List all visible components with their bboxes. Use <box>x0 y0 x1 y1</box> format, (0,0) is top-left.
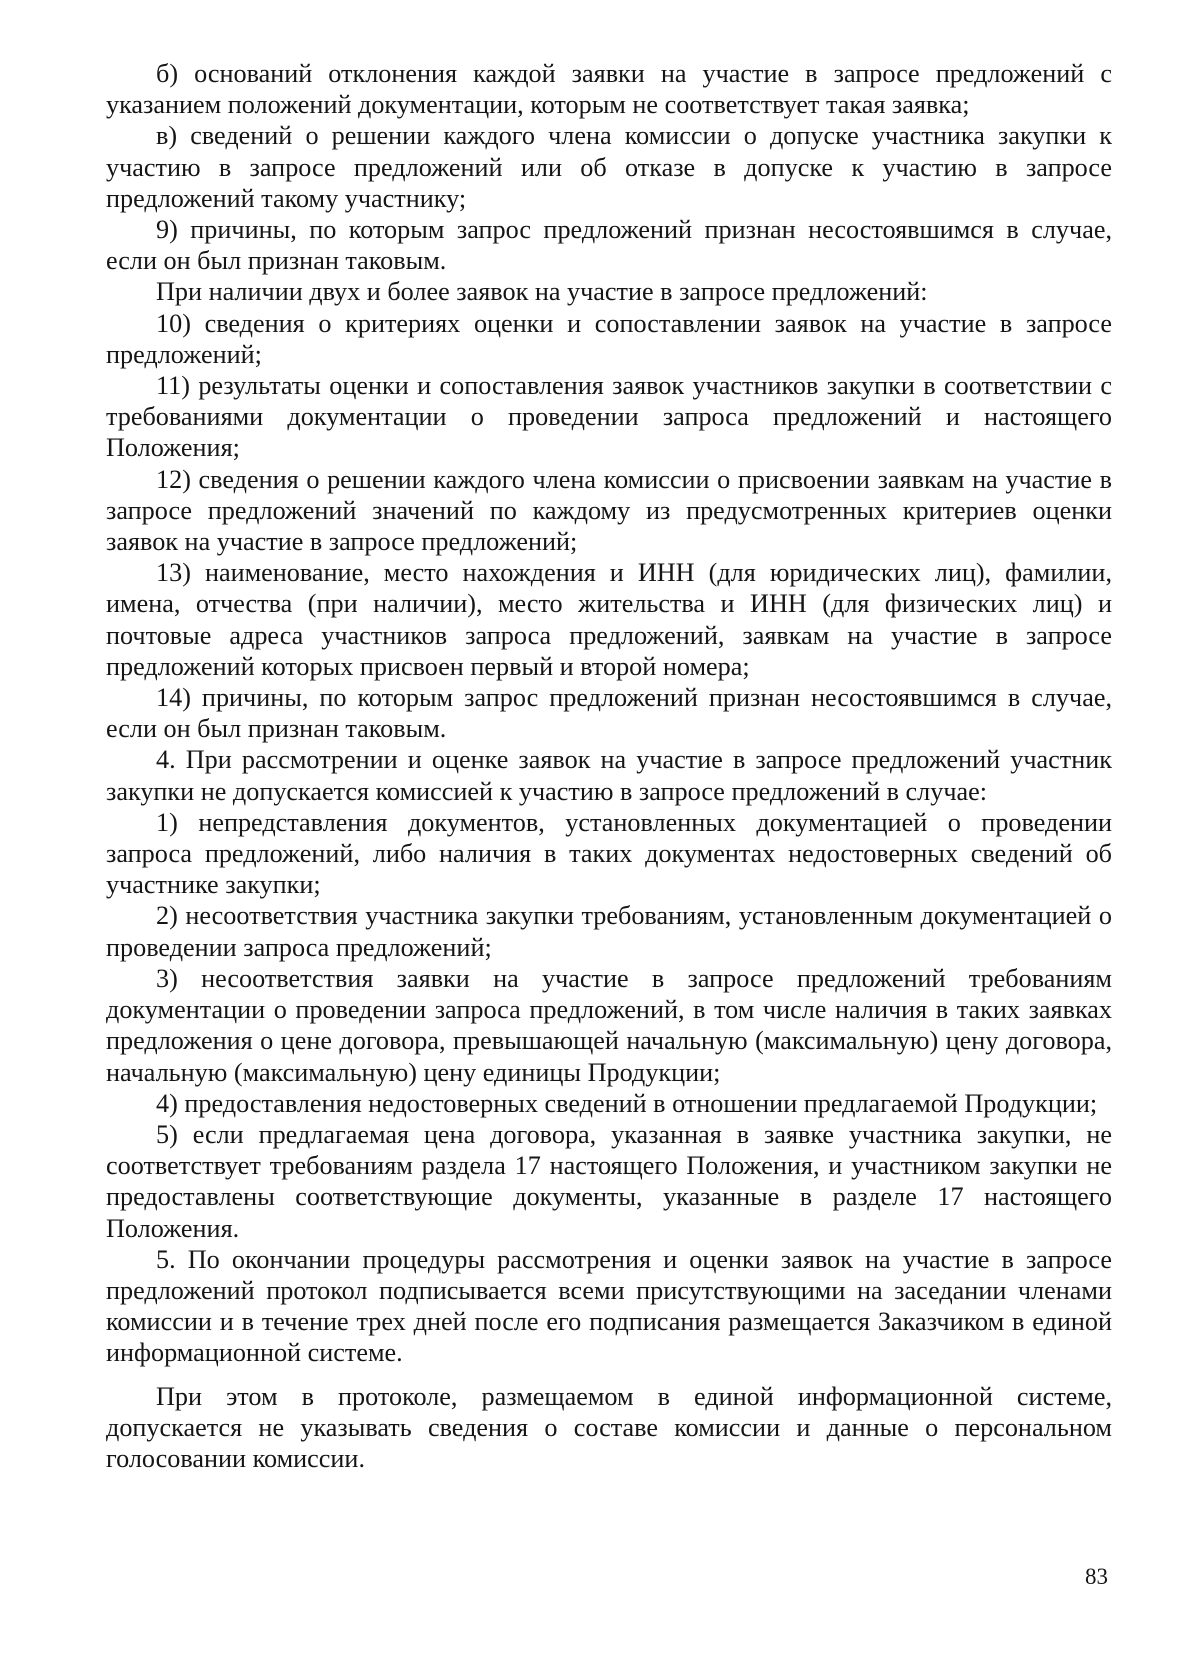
page-number: 83 <box>1085 1564 1108 1589</box>
paragraph-13: 13) наименование, место нахождения и ИНН (для юридических лиц), фамилии, имена, отчества (при наличии), место жительства и ИНН (для физических лиц) и почтовые адреса участников запроса предложений, заявкам на участие в запросе предложений которых присвоен первый и второй номера; <box>106 558 1112 681</box>
paragraph-4-2: 2) несоответствия участника закупки требованиям, установленным документацией о проведении запроса предложений; <box>106 901 1112 962</box>
paragraph-v: в) сведений о решении каждого члена комиссии о допуске участника закупки к участию в запросе предложений или об отказе в допуске к участию в запросе предложений такому участнику; <box>106 121 1112 213</box>
paragraph-4-4: 4) предоставления недостоверных сведений в отношении предлагаемой Продукции; <box>156 1088 1098 1118</box>
paragraph-b: б) оснований отклонения каждой заявки на участие в запросе предложений с указанием положений документации, которым не соответствует такая заявка; <box>106 59 1112 120</box>
paragraph-4-3: 3) несоответствия заявки на участие в запросе предложений требованиям документации о проведении запроса предложений, в том числе наличия в таких заявках предложения о цене договора, превышающей начальную (максимальную) цену договора, начальную (максимальную) цену единицы Продукции; <box>106 963 1112 1087</box>
paragraph-section-4: 4. При рассмотрении и оценке заявок на участие в запросе предложений участник закупки не допускается комиссией к участию в запросе предложений в случае: <box>106 745 1112 806</box>
paragraph-protocol-note: При этом в протоколе, размещаемом в единой информационной системе, допускается не указывать сведения о составе комиссии и данные о персональном голосовании комиссии. <box>106 1381 1112 1473</box>
paragraph-11: 11) результаты оценки и сопоставления заявок участников закупки в соответствии с требованиями документации о проведении запроса предложений и настоящего Положения; <box>106 371 1112 463</box>
paragraph-14: 14) причины, по которым запрос предложений признан несостоявшимся в случае, если он был признан таковым. <box>106 683 1112 744</box>
paragraph-4-1: 1) непредставления документов, установленных документацией о проведении запроса предложений, либо наличия в таких документах недостоверных сведений об участнике закупки; <box>106 807 1112 900</box>
paragraph-10: 10) сведения о критериях оценки и сопоставлении заявок на участие в запросе предложений; <box>106 308 1112 369</box>
paragraph-9: 9) причины, по которым запрос предложений признан несостоявшимся в случае, если он был признан таковым. <box>106 215 1112 276</box>
paragraph-two-or-more-applications: При наличии двух и более заявок на участие в запросе предложений: <box>156 277 928 307</box>
paragraph-12: 12) сведения о решении каждого члена комиссии о присвоении заявкам на участие в запросе предложений значений по каждому из предусмотренных критериев оценки заявок на участие в запросе предложений; <box>106 464 1112 557</box>
paragraph-4-5: 5) если предлагаемая цена договора, указанная в заявке участника закупки, не соответствует требованиям раздела 17 настоящего Положения, и участником закупки не предоставлены соответствующие документы, указанные в разделе 17 настоящего Положения. <box>106 1119 1112 1243</box>
document-body <box>106 58 1112 1474</box>
paragraph-section-5: 5. По окончании процедуры рассмотрения и оценки заявок на участие в запросе предложений протокол подписывается всеми присутствующими на заседании членами комиссии и в течение трех дней после его подписания размещается Заказчиком в единой информационной системе. <box>106 1244 1112 1368</box>
